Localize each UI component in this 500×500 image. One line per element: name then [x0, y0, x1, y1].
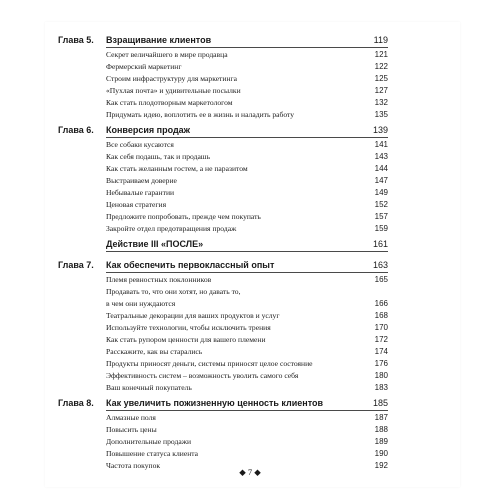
chapter-number: Глава 6.: [58, 125, 94, 135]
entry-page: 176: [374, 359, 388, 368]
entry-title: Ваш конечный покупатель: [106, 383, 192, 392]
toc-entry: [58, 310, 388, 322]
divider: [106, 251, 388, 252]
entry-title: Эффективность систем – возможность уволить самого себя: [106, 371, 299, 380]
entry-page: 189: [374, 437, 388, 446]
entry-title: Как себя подашь, так и продашь: [106, 152, 211, 161]
chapter-title: Как увеличить пожизненную ценность клиентов: [106, 398, 324, 408]
toc-entry: [58, 223, 388, 235]
toc-entry: [58, 109, 388, 121]
entry-page: 141: [374, 140, 388, 149]
entry-page: 144: [374, 164, 388, 173]
entry-title: Повышение статуса клиента: [106, 449, 199, 458]
entry-title: Строим инфраструктуру для маркетинга: [106, 74, 237, 83]
entry-page: 135: [374, 110, 388, 119]
toc-entry: [58, 163, 388, 175]
toc-entry: [58, 286, 388, 298]
action-page: 161: [372, 239, 388, 249]
toc-entry: [58, 97, 388, 109]
entry-title: Ценовая стратегия: [106, 200, 167, 209]
divider: [106, 272, 388, 273]
action-title: Действие III «ПОСЛЕ»: [106, 239, 204, 249]
entry-page: 180: [374, 371, 388, 380]
entry-title: в чем они нуждаются: [106, 299, 176, 308]
entry-title: Как стать плодотворным маркетологом: [106, 98, 233, 107]
entry-title: Племя ревностных поклонников: [106, 275, 212, 284]
chapter-title: Взращивание клиентов: [106, 35, 212, 45]
chapter-number: Глава 8.: [58, 398, 94, 408]
entry-page: 149: [374, 188, 388, 197]
toc-entry: [58, 424, 388, 436]
entry-page: 187: [374, 413, 388, 422]
toc-entry: [58, 436, 388, 448]
page-number: ◆ 7 ◆: [239, 467, 261, 477]
divider: [106, 137, 388, 138]
entry-title: Дополнительные продажи: [106, 437, 192, 446]
entry-page: 188: [374, 425, 388, 434]
toc-entry: [58, 151, 388, 163]
divider: [106, 47, 388, 48]
entry-page: 168: [374, 311, 388, 320]
action-3-section: [58, 238, 388, 251]
entry-title: Повысить цены: [106, 425, 157, 434]
entry-title: Фермерский маркетинг: [106, 62, 182, 71]
entry-title: Частота покупок: [106, 461, 161, 470]
entry-page: 172: [374, 335, 388, 344]
entry-page: 165: [374, 275, 388, 284]
entry-title: «Пухлая почта» и удивительные посылки: [106, 86, 241, 95]
chapter-number: Глава 7.: [58, 260, 94, 270]
toc-entry: [58, 211, 388, 223]
divider: [106, 410, 388, 411]
chapter-page: 139: [372, 125, 388, 135]
toc-entry: [58, 322, 388, 334]
entry-title: Все собаки кусаются: [106, 140, 174, 149]
toc-entry: [58, 85, 388, 97]
chapter-heading: [58, 259, 388, 272]
entry-page: 132: [374, 98, 388, 107]
chapter-5-section: [58, 34, 388, 121]
chapter-heading: [58, 397, 388, 410]
entry-title: Используйте технологии, чтобы исключить трения: [106, 323, 271, 332]
chapter-7-section: [58, 259, 388, 394]
chapter-page: 185: [372, 398, 388, 408]
entry-page: 174: [374, 347, 388, 356]
toc-entry: [58, 73, 388, 85]
entry-page: 152: [374, 200, 388, 209]
toc-entry: [58, 448, 388, 460]
entry-page: 190: [374, 449, 388, 458]
entry-page: 166: [374, 299, 388, 308]
toc-entry: [58, 358, 388, 370]
toc-entry: [58, 412, 388, 424]
chapter-heading: [58, 124, 388, 137]
entry-page: 170: [374, 323, 388, 332]
entry-title: Продукты приносят деньги, системы приносят целое состояние: [106, 359, 313, 368]
entry-page: 147: [374, 176, 388, 185]
toc-entry: [58, 139, 388, 151]
chapter-page: 163: [372, 260, 388, 270]
entry-page: 125: [374, 74, 388, 83]
entry-title: Расскажите, как вы старались: [106, 347, 203, 356]
entry-title: Алмазные поля: [106, 413, 156, 422]
toc-entry: [58, 49, 388, 61]
entry-page: 122: [374, 62, 388, 71]
entry-title: Придумать идею, воплотить ее в жизнь и наладить работу: [106, 110, 295, 119]
toc-entry: [58, 61, 388, 73]
toc-entry: [58, 199, 388, 211]
entry-title: Театральные декорации для ваших продуктов и услуг: [106, 311, 280, 320]
chapter-8-section: [58, 397, 388, 472]
chapter-page: 119: [373, 35, 388, 45]
entry-title: Выстраиваем доверие: [106, 176, 177, 185]
entry-title: Как стать рупором ценности для вашего племени: [106, 335, 266, 344]
toc-entry: [58, 370, 388, 382]
entry-page: 143: [374, 152, 388, 161]
entry-page: 127: [374, 86, 388, 95]
entry-title: Секрет величайшего в мире продавца: [106, 50, 228, 59]
chapter-title: Конверсия продаж: [106, 125, 191, 135]
entry-title: Предложите попробовать, прежде чем покупать: [106, 212, 261, 221]
entry-page: 192: [374, 461, 388, 470]
toc-entry: [58, 274, 388, 286]
toc-entry: [58, 175, 388, 187]
toc-entry: [58, 382, 388, 394]
toc-entry: [58, 334, 388, 346]
entry-title: Небывалые гарантии: [106, 188, 175, 197]
action-heading: [58, 238, 388, 251]
entry-title: Продавать то, что они хотят, но давать то,: [106, 287, 241, 296]
toc-entry: [58, 346, 388, 358]
chapter-number: Глава 5.: [58, 35, 94, 45]
chapter-heading: [58, 34, 388, 47]
entry-page: 121: [374, 50, 388, 59]
toc-entry: [58, 187, 388, 199]
toc-entry: [58, 298, 388, 310]
entry-page: 157: [374, 212, 388, 221]
chapter-title: Как обеспечить первоклассный опыт: [106, 260, 275, 270]
entry-page: 183: [374, 383, 388, 392]
entry-title: Закройте отдел предотвращения продаж: [106, 224, 237, 233]
entry-title: Как стать желанным гостем, а не паразитом: [106, 164, 248, 173]
entry-page: 159: [374, 224, 388, 233]
chapter-6-section: [58, 124, 388, 235]
